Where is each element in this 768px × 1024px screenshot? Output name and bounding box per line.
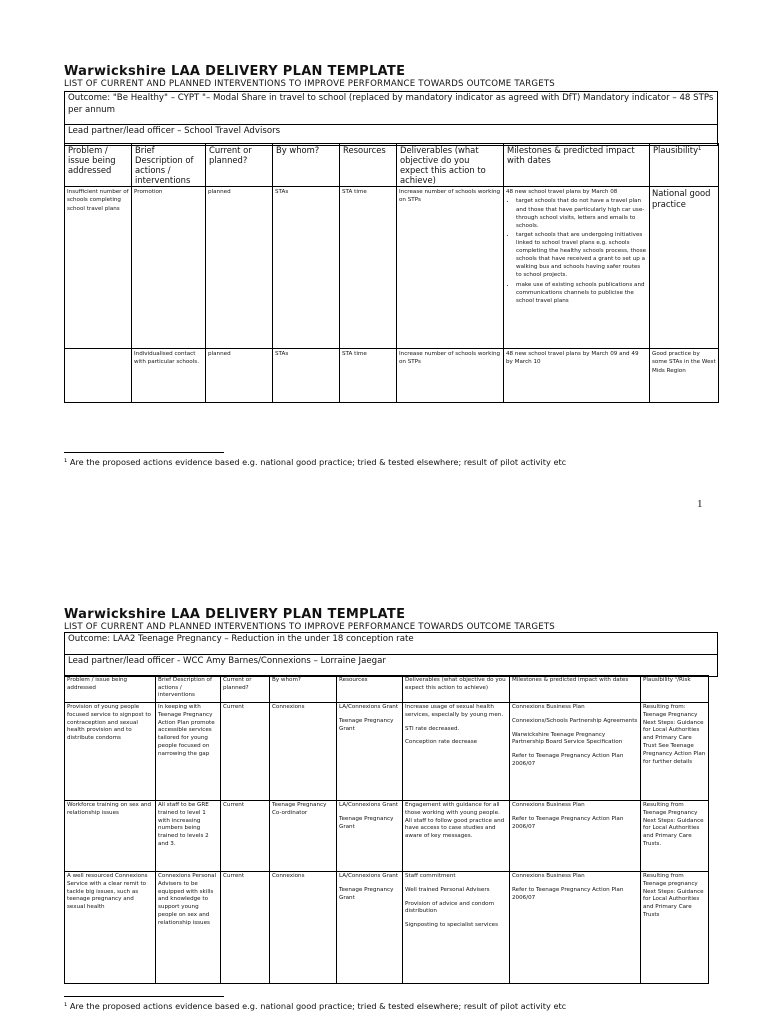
table-row (65, 187, 719, 349)
problem-cell: Provision of young people focused service to signpost to contraception and sexual health provision and to distribute condoms (65, 703, 156, 801)
table-row (65, 703, 709, 801)
resources-cell: STA time (340, 187, 397, 349)
problem-cell: Workforce training on sex and relationship issues (65, 801, 156, 872)
action-cell: Connexions Personal Advisers to be equipped with skills and knowledge to support young people on sex and relationship issues (156, 872, 221, 984)
status-cell: Current (221, 801, 270, 872)
table-header-row (65, 676, 709, 703)
plausibility-cell: Resulting from Teenage pregnancy Next Steps: Guidance for Local Authorities and Primary Care Trusts (641, 872, 709, 984)
outcome-box (64, 632, 718, 677)
page-2 (0, 512, 768, 1024)
resource-item: LA/Connexions Grant (339, 802, 399, 808)
plausibility-cell: Resulting from Teenage Pregnancy Next Steps: Guidance for Local Authorities and Primary Care Trusts. (641, 801, 709, 872)
document-title: Warwickshire LAA DELIVERY PLAN TEMPLATE (64, 64, 406, 79)
outcome-box (64, 91, 718, 146)
document-subtitle: LIST OF CURRENT AND PLANNED INTERVENTIONS TO IMPROVE PERFORMANCE TOWARDS OUTCOME TARGETS (64, 622, 555, 632)
resource-item: Teenage Pregnancy Grant (339, 717, 394, 732)
resources-cell (337, 703, 403, 801)
who-cell: Teenage Pregnancy Co-ordinator (270, 801, 337, 872)
deliverables-cell (403, 801, 510, 872)
who-cell: Connexions (270, 872, 337, 984)
column-header: Milestones & predicted impact with dates (510, 676, 641, 703)
footnote: ¹ Are the proposed actions evidence based e.g. national good practice; tried & tested elsewhere; result of pilot activity etc (64, 1001, 567, 1011)
milestone-item: Connexions Business Plan (512, 873, 585, 879)
milestone-list (516, 197, 647, 304)
column-header: Brief Description of actions / interventions (132, 144, 206, 187)
list-item: • make use of existing schools publications and communications channels to publicise the school travel plans (516, 281, 647, 305)
deliverable-item: Increase usage of sexual health services, especially by young men. (405, 704, 504, 718)
table-row (65, 801, 709, 872)
column-header: Deliverables (what objective do you expect this action to achieve) (397, 144, 504, 187)
column-header: Resources (340, 144, 397, 187)
deliverables-cell (403, 703, 510, 801)
milestones-cell (510, 872, 641, 984)
deliverables-cell: Increase number of schools working on STPs (397, 187, 504, 349)
who-cell: Connexions (270, 703, 337, 801)
milestone-item: Refer to Teenage Pregnancy Action Plan 2006/07 (512, 886, 624, 901)
lead-partner-text: Lead partner/lead officer – School Travel Advisors (68, 126, 281, 136)
milestone-item: Refer to Teenage Pregnancy Action Plan 2006/07 (512, 753, 624, 768)
milestones-cell (510, 703, 641, 801)
milestones-cell (504, 187, 650, 349)
table-row (65, 872, 709, 984)
resource-item: Teenage Pregnancy Grant (339, 815, 394, 830)
deliverable-item: All staff to follow good practice and have access to case studies and aware of key messages. (405, 817, 505, 840)
milestone-item: Connexions Business Plan (512, 704, 585, 710)
deliverable-item: STI rate decreased. (405, 725, 460, 732)
table-row (65, 349, 719, 403)
column-header: Problem / issue being addressed (65, 144, 132, 187)
column-header: Current or planned? (206, 144, 273, 187)
milestone-item: Refer to Teenage Pregnancy Action Plan 2006/07 (512, 815, 624, 830)
footnote-separator (64, 996, 224, 997)
outcome-text: Outcome: "Be Healthy" – CYPT "– Modal Share in travel to school (replaced by mandatory indicator as agreed with DfT) Mandatory indicator – 48 STPs per annum (65, 92, 717, 125)
deliverable-item: Engagement with guidance for all those working with young people. (405, 802, 500, 816)
page-number: 1 (697, 498, 703, 510)
milestones-cell (510, 801, 641, 872)
action-cell: In keeping with Teenage Pregnancy Action Plan promote accessible services tailored for young people focused on narrowing the gap (156, 703, 221, 801)
column-header: Current or planned? (221, 676, 270, 703)
resource-item: LA/Connexions Grant (339, 873, 399, 879)
deliverable-item: Conception rate decrease (405, 739, 478, 746)
column-header: By whom? (273, 144, 340, 187)
action-cell: All staff to be GRE trained to level 1 with increasing numbers being trained to levels 2 and 3. (156, 801, 221, 872)
column-header: Plausibility ¹/Risk (641, 676, 709, 703)
table-header-row (65, 144, 719, 187)
column-header: Resources (337, 676, 403, 703)
outcome-text: Outcome: LAA2 Teenage Pregnancy – Reduction in the under 18 conception rate (65, 633, 717, 655)
column-header: Brief Description of actions / interventions (156, 676, 221, 703)
deliverable-item: Well trained Personal Advisers (405, 886, 490, 893)
plausibility-cell: National good practice (650, 187, 719, 349)
resources-cell (337, 872, 403, 984)
lead-partner-text: Lead partner/lead officer - WCC Amy Barnes/Connexions – Lorraine Jaegar (68, 656, 386, 666)
list-item: • target schools that are undergoing initiatives linked to school travel plans e.g. schools completing the healthy schools process, those schools that have received a grant to set up a walking bus and schools having safer routes to school projects. (516, 231, 647, 280)
footnote-separator (64, 452, 224, 453)
document-subtitle: LIST OF CURRENT AND PLANNED INTERVENTIONS TO IMPROVE PERFORMANCE TOWARDS OUTCOME TARGETS (64, 79, 555, 89)
plausibility-cell: Good practice by some STAs in the West Mids Region (650, 349, 719, 403)
who-cell: STAs (273, 187, 340, 349)
deliverables-cell (403, 872, 510, 984)
milestone-item: Connexions Business Plan (512, 802, 585, 808)
deliverable-item: Staff commitment (405, 873, 456, 879)
resources-cell: STA time (340, 349, 397, 403)
plausibility-cell: Resulting from: Teenage Pregnancy Next Steps: Guidance for Local Authorities and Primary Care Trust See Teenage Pregnancy Action Plan for further details (641, 703, 709, 801)
deliverable-item: Provision of advice and condom distribution (405, 900, 495, 915)
problem-cell: Insufficient number of schools completing school travel plans (65, 187, 132, 349)
column-header: Problem / issue being addressed (65, 676, 156, 703)
milestone-item: Connexions/Schools Partnership Agreements (512, 717, 638, 724)
status-cell: Current (221, 703, 270, 801)
problem-cell (65, 349, 132, 403)
milestone-intro: 48 new school travel plans by March 08 (506, 189, 618, 196)
milestone-item: Warwickshire Teenage Pregnancy Partnership Board Service Specification (512, 731, 623, 746)
problem-cell: A well resourced Connexions Service with a clear remit to tackle big issues, such as teenage pregnancy and sexual health (65, 872, 156, 984)
status-cell: Current (221, 872, 270, 984)
column-header: Plausibility¹ (650, 144, 719, 187)
footnote: ¹ Are the proposed actions evidence based e.g. national good practice; tried & tested elsewhere; result of pilot activity etc (64, 457, 567, 467)
action-cell: Promotion (132, 187, 206, 349)
milestones-cell: 48 new school travel plans by March 09 and 49 by March 10 (504, 349, 650, 403)
resource-item: LA/Connexions Grant (339, 704, 399, 710)
delivery-plan-table (64, 143, 719, 403)
deliverable-item: Signposting to specialist services (405, 922, 499, 929)
resources-cell (337, 801, 403, 872)
status-cell: planned (206, 349, 273, 403)
who-cell: STAs (273, 349, 340, 403)
column-header: Deliverables (what objective do you expect this action to achieve) (403, 676, 510, 703)
status-cell: planned (206, 187, 273, 349)
document-title: Warwickshire LAA DELIVERY PLAN TEMPLATE (64, 607, 406, 622)
column-header: By whom? (270, 676, 337, 703)
resource-item: Teenage Pregnancy Grant (339, 886, 394, 901)
column-header: Milestones & predicted impact with dates (504, 144, 650, 187)
deliverables-cell: Increase number of schools working on STPs (397, 349, 504, 403)
list-item: • target schools that do not have a travel plan and those that have particularly high car use- through school visits, letters and emails to schools. (516, 197, 647, 229)
delivery-plan-table (64, 675, 709, 984)
action-cell: Individualised contact with particular schools. (132, 349, 206, 403)
